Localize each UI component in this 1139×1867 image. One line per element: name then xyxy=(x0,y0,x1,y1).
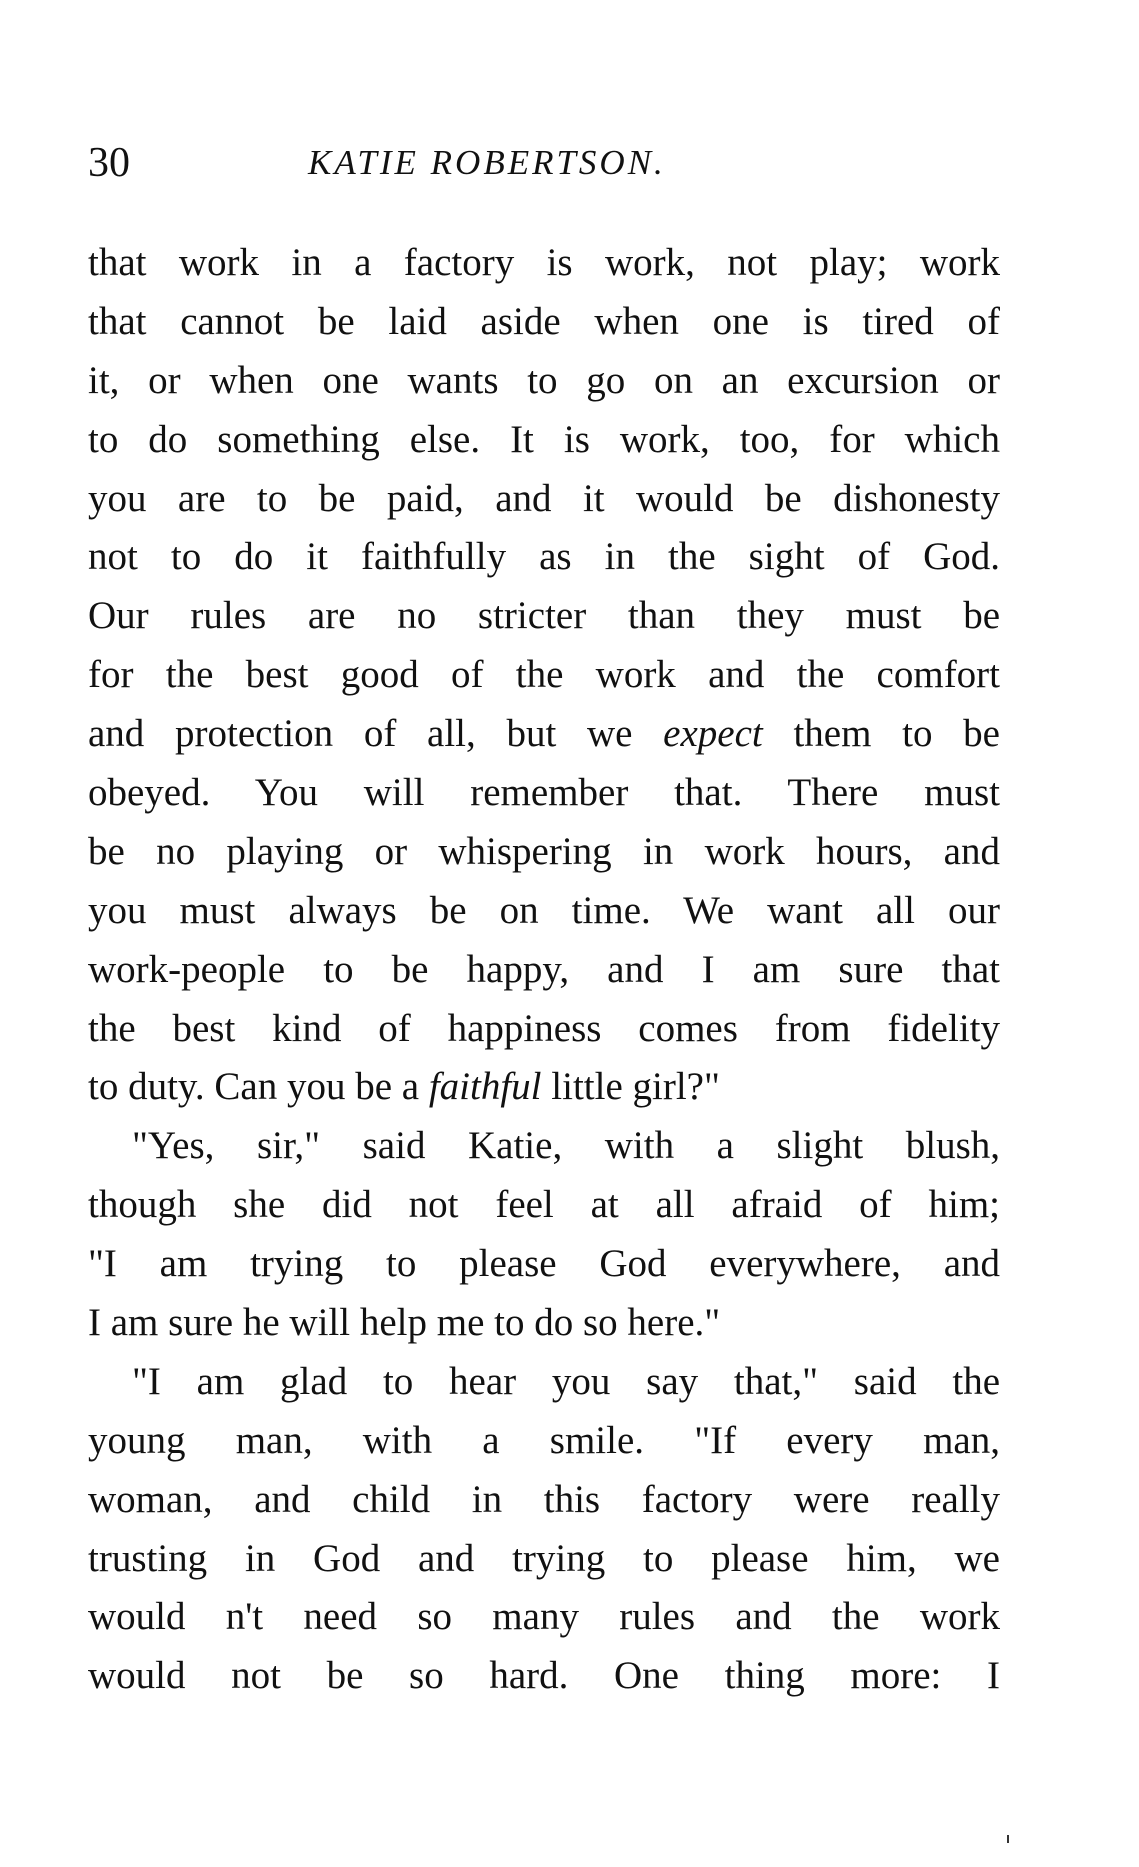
text-line: and protection of all, but we expect them to be xyxy=(88,712,1000,756)
text-line: it, or when one wants to go on an excursion or xyxy=(88,358,1000,402)
text-line: "I am glad to hear you say that," said the xyxy=(132,1359,1000,1403)
emphasis: faithful xyxy=(428,1065,542,1109)
text-line: obeyed. You will remember that. There must xyxy=(88,771,1000,815)
page-number: 30 xyxy=(88,140,130,186)
text-line: woman, and child in this factory were really xyxy=(88,1477,1000,1521)
text-line: would n't need so many rules and the work xyxy=(88,1595,1000,1639)
text-line: to do something else. It is work, too, for which xyxy=(88,417,1000,461)
text-line: though she did not feel at all afraid of him; xyxy=(88,1183,1000,1227)
text-line: be no playing or whispering in work hours, and xyxy=(88,829,1000,873)
text-line: you must always be on time. We want all our xyxy=(88,888,1000,932)
text-line: you are to be paid, and it would be dishonesty xyxy=(88,476,1000,520)
running-head: KATIE ROBERTSON. xyxy=(308,143,666,182)
text-line: Our rules are no stricter than they must be xyxy=(88,594,1000,638)
text-line: work-people to be happy, and I am sure that xyxy=(88,947,1000,991)
text-line: "I am trying to please God everywhere, and xyxy=(88,1242,1000,1286)
ink-speck xyxy=(1007,1835,1009,1843)
emphasis: expect xyxy=(663,712,763,756)
text-line: trusting in God and trying to please him, we xyxy=(88,1536,1000,1580)
text-line: to duty. Can you be a faithful little girl?" xyxy=(88,1065,720,1109)
text-line: the best kind of happiness comes from fidelity xyxy=(88,1006,1000,1050)
body-text xyxy=(88,234,1000,1706)
text-line: I am sure he will help me to do so here." xyxy=(88,1301,721,1345)
text-line: young man, with a smile. "If every man, xyxy=(88,1418,1000,1462)
text-line: "Yes, sir," said Katie, with a slight blush, xyxy=(132,1124,1000,1168)
text-line: for the best good of the work and the comfort xyxy=(88,653,1000,697)
text-line: that work in a factory is work, not play; work xyxy=(88,241,1000,284)
text-line: that cannot be laid aside when one is tired of xyxy=(88,299,1000,343)
text-line: not to do it faithfully as in the sight of God. xyxy=(88,535,1000,579)
text-line: would not be so hard. One thing more: I xyxy=(88,1654,1000,1698)
page-header xyxy=(88,138,1000,188)
